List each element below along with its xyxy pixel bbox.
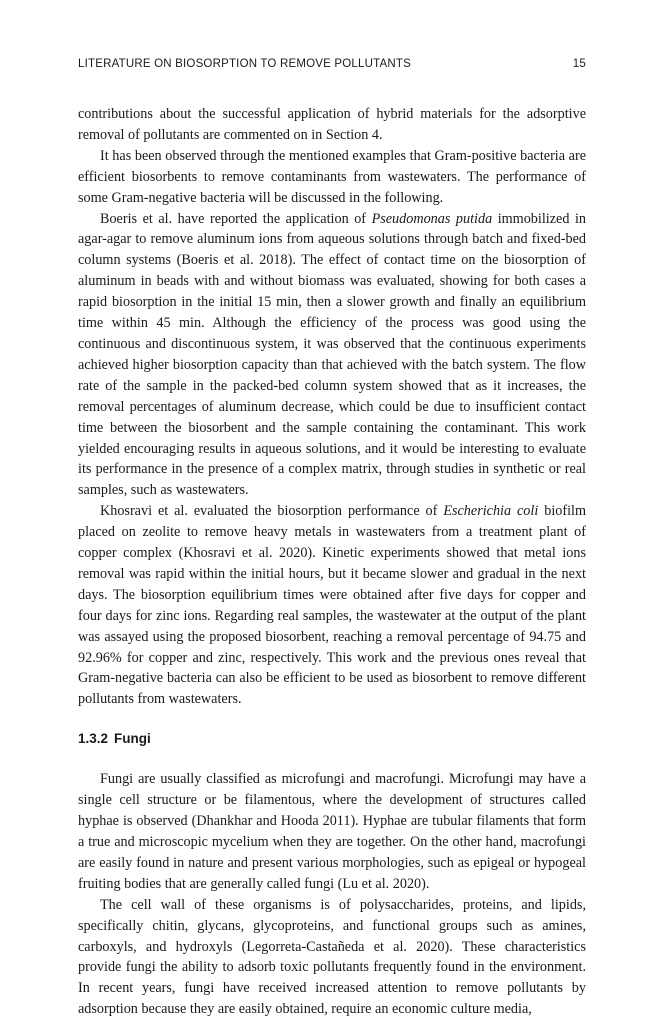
paragraph-text: immobilized in agar-agar to remove aluminum ions from aqueous solutions through batch and fixed-bed column systems (Boeris et al. 2018). The effect of contact time on the biosorption of aluminum in beads with and without biomass was evaluated, showing for both cases a rapid biosorption in the initial 15 min, then a slower growth and finally an equilibrium time within 45 min. Although the efficiency of the process was good using the continuous and discontinuous system, it was observed that the continuous experiments achieved higher biosorption capacity than that achieved with the batch system. The flow rate of the sample in the packed-bed column system showed that as it increases, the removal percentages of aluminum decrease, which could be due to insufficient contact time between the biosorbent and the sample containing the contaminant. This work yielded encouraging results in aqueous solutions, and it would be interesting to evaluate its performance in the presence of a complex matrix, through studies in synthetic or real samples, such as wastewaters. <box>78 210 586 499</box>
paragraph-text: The cell wall of these organisms is of polysaccharides, proteins, and lipids, specifically chitin, glycans, glycoproteins, and functional groups such as amines, carboxyls, and hydroxyls (Legorreta-Castañeda et al. 2020). These characteristics provide fungi the ability to adsorb toxic pollutants frequently found in the environment. In recent years, fungi have received increased attention to remove pollutants by adsorption because they are easily obtained, require an economic culture media, <box>78 896 586 1018</box>
section-number: 1.3.2 <box>78 731 109 747</box>
paragraph <box>78 895 586 1020</box>
paragraph-text: Khosravi et al. evaluated the biosorption performance of <box>100 503 444 520</box>
book-page <box>78 0 587 1018</box>
paragraph-text: biofilm placed on zeolite to remove heavy metals in wastewaters from a treatment plant of copper complex (Khosravi et al. 2020). Kinetic experiments showed that metal ions removal was rapid within the initial hours, but it became slower and gradual in the next days. The biosorption equilibrium times were obtained after five days for copper and four days for zinc ions. Regarding real samples, the wastewater at the output of the plant was assayed using the proposed biosorbent, reaching a removal percentage of 94.75 and 92.96% for copper and zinc, respectively. This work and the previous ones reveal that Gram-negative bacteria can also be efficient to be used as biosorbent to remove different pollutants from wastewaters. <box>78 503 587 708</box>
paragraph <box>78 769 586 894</box>
running-title: LITERATURE ON BIOSORPTION TO REMOVE POLLUTANTS <box>78 58 411 70</box>
paragraph <box>78 209 586 502</box>
italic-species-name: Pseudomonas putida <box>371 210 493 227</box>
italic-species-name: Escherichia coli <box>443 503 539 520</box>
paragraphs-before-section <box>78 104 586 710</box>
running-header <box>78 58 586 70</box>
paragraph <box>78 501 586 710</box>
paragraph-text: Fungi are usually classified as microfungi and macrofungi. Microfungi may have a single cell structure or be filamentous, where the development of structures called hyphae is observed (Dhankhar and Hooda 2011). Hyphae are tubular filaments that form a true and microscopic mycelium when they are together. On the other hand, macrofungi are easily found in nature and present various morphologies, such as epigeal or hypogeal fruiting bodies that are generally called fungi (Lu et al. 2020). <box>78 771 586 892</box>
paragraph-text: Boeris et al. have reported the application of <box>100 210 372 227</box>
paragraph <box>78 104 586 146</box>
body-text <box>78 104 586 1020</box>
paragraph-text: contributions about the successful application of hybrid materials for the adsorptive removal of pollutants are commented on in Section 4. <box>78 106 586 143</box>
page-number: 15 <box>572 58 586 70</box>
paragraph-text: It has been observed through the mentioned examples that Gram-positive bacteria are efficient biosorbents to remove contaminants from wastewaters. The performance of some Gram-negative bacteria will be discussed in the following. <box>78 147 586 206</box>
paragraphs-after-section <box>78 769 586 1020</box>
section-title: Fungi <box>114 731 151 747</box>
paragraph <box>78 146 586 209</box>
section-heading <box>78 731 586 747</box>
